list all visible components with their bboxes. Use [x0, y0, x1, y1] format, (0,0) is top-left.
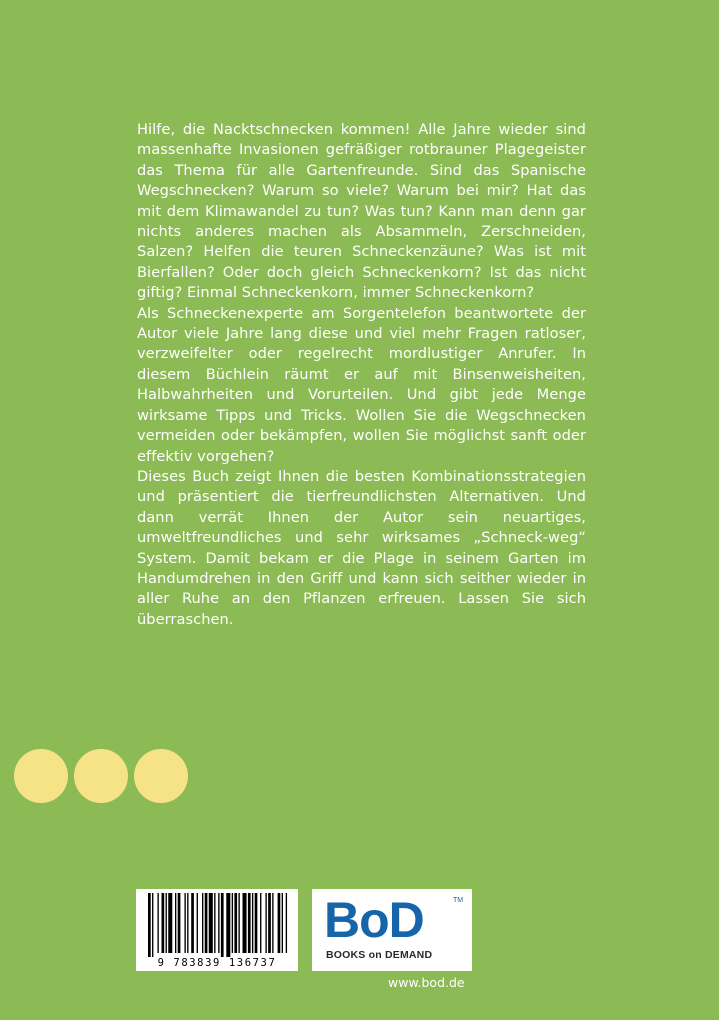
- decorative-dot-3: [134, 749, 188, 803]
- blurb-paragraph-1: Hilfe, die Nacktschnecken kommen! Alle Jahre wieder sind massenhafte Invasionen gefräßiger rotbrauner Plagegeister das Thema für alle Gartenfreunde. Sind das Spanische Wegschnecken? Warum so viele? Warum bei mir? Hat das mit dem Klimawandel zu tun? Was tun? Kann man denn gar nichts anderes machen als Absammeln, Zerschneiden, Salzen? Helfen die teuren Schneckenzäune? Was ist mit Bierfallen? Oder doch gleich Schneckenkorn? Ist das nicht giftig? Einmal Schneckenkorn, immer Schneckenkorn?: [137, 121, 586, 302]
- blurb-paragraph-2: Als Schneckenexperte am Sorgentelefon beantwortete der Autor viele Jahre lang diese und viel mehr Fragen ratloser, verzweifelter oder regelrecht mordlustiger Anrufer. In diesem Büchlein räumt er auf mit Binsenweisheiten, Halbwahrheiten und Vorurteilen. Und gibt jede Menge wirksame Tipps und Tricks. Wollen Sie die Wegschnecken vermeiden oder bekämpfen, wollen Sie möglichst sanft oder effektiv vorgehen?: [137, 304, 586, 465]
- publisher-url[interactable]: www.bod.de: [388, 975, 465, 990]
- blurb-paragraph-3: Dieses Buch zeigt Ihnen die besten Kombinationsstrategien und präsentiert die tierfreundlichsten Alternativen. Und dann verrät Ihnen der Autor sein neuartiges, umweltfreundliches und sehr wirksames „Schneck-weg“ System. Damit bekam er die Plage in seinem Garten im Handumdrehen in den Griff und kann sich seither wieder in aller Ruhe an den Pflanzen erfreuen. Lassen Sie sich überraschen.: [137, 467, 586, 628]
- decorative-dot-2: [74, 749, 128, 803]
- bod-logo-text: BoD: [324, 892, 424, 948]
- publisher-logo: [312, 889, 472, 971]
- barcode-bars: [136, 889, 298, 959]
- publisher-subtitle: BOOKS on DEMAND: [326, 949, 433, 961]
- isbn-number: 9 783839 136737: [140, 957, 294, 969]
- isbn-barcode: [136, 889, 298, 971]
- decorative-dot-1: [14, 749, 68, 803]
- back-cover-blurb: [137, 120, 586, 630]
- trademark-mark: TM: [453, 897, 464, 904]
